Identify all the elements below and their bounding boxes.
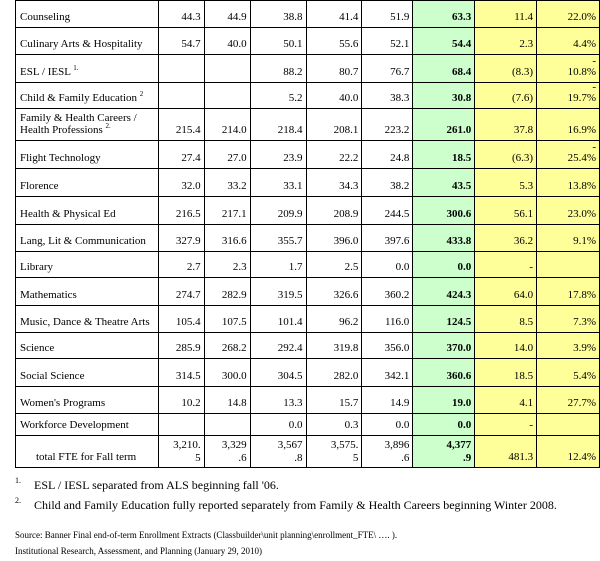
fte-value-cell [204,83,250,109]
fte-value-cell: 34.3 [306,169,362,197]
table-row [16,169,600,197]
current-fte-cell: 433.8 [413,225,475,252]
footnote-1 [15,478,279,493]
total-value-part: 3,567 [277,439,303,451]
table-row [16,109,600,141]
fte-table [15,0,600,468]
fte-value-cell: 2.7 [158,252,204,278]
department-name [16,1,159,28]
change-cell: 8.5 [475,306,537,333]
fte-value-cell: 319.5 [250,278,306,306]
total-value-part: .6 [401,452,410,464]
current-fte-cell: 30.8 [413,83,475,109]
fte-value-cell: 38.2 [362,169,413,197]
fte-value-cell: 285.9 [158,333,204,359]
change-cell: 5.3 [475,169,537,197]
total-value-part: .8 [294,452,303,464]
percent-text: 17.8% [567,289,596,301]
fte-value-cell: 40.0 [306,83,362,109]
percent-change-cell [537,109,600,141]
department-name [16,169,159,197]
total-value-cell [250,436,306,468]
footnote-2 [15,498,557,513]
fte-value-cell: 33.2 [204,169,250,197]
total-value-part: 3,329 [221,439,247,451]
negative-dash: - [592,82,596,93]
fte-value-cell: 314.5 [158,359,204,387]
fte-value-cell: 101.4 [250,306,306,333]
department-name [16,359,159,387]
fte-value-cell: 88.2 [250,55,306,83]
current-fte-cell: 300.6 [413,197,475,225]
department-name-text: Culinary Arts & Hospitality [20,38,143,50]
change-cell: 14.0 [475,333,537,359]
percent-change-cell [537,333,600,359]
fte-value-cell: 215.4 [158,109,204,141]
current-fte-cell: 360.6 [413,359,475,387]
fte-value-cell: 5.2 [250,83,306,109]
fte-value-cell: 41.4 [306,1,362,28]
total-value-part: 5 [352,452,359,464]
fte-value-cell: 316.6 [204,225,250,252]
footnote-text: ESL / IESL separated from ALS beginning fall '06. [34,478,279,492]
fte-value-cell: 33.1 [250,169,306,197]
percent-text: 4.4% [573,38,596,50]
change-cell: (8.3) [475,55,537,83]
change-cell: (6.3) [475,141,537,169]
fte-value-cell: 0.0 [250,414,306,436]
change-cell: - [475,252,537,278]
fte-value-cell: 40.0 [204,28,250,55]
fte-value-cell [158,55,204,83]
percent-change-cell [537,141,600,169]
change-cell: 37.8 [475,109,537,141]
fte-value-cell: 38.3 [362,83,413,109]
fte-value-cell: 14.9 [362,387,413,414]
fte-value-cell: 51.9 [362,1,413,28]
total-value-part: 3,896 [384,439,410,451]
negative-dash: - [592,141,596,153]
fte-value-cell: 27.4 [158,141,204,169]
current-fte-cell: 43.5 [413,169,475,197]
total-percent-cell: 12.4% [537,436,600,468]
fte-value-cell: 38.8 [250,1,306,28]
fte-value-cell [158,414,204,436]
fte-value-cell [204,55,250,83]
percent-text: 27.7% [567,397,596,409]
department-name [16,55,159,83]
fte-value-cell: 356.0 [362,333,413,359]
change-cell: 36.2 [475,225,537,252]
department-name [16,225,159,252]
fte-value-cell: 0.0 [362,414,413,436]
percent-change-cell [537,252,600,278]
fte-value-cell: 14.8 [204,387,250,414]
fte-value-cell: 13.3 [250,387,306,414]
fte-value-cell: 327.9 [158,225,204,252]
fte-value-cell: 105.4 [158,306,204,333]
current-fte-cell: 63.3 [413,1,475,28]
percent-text: 19.7% [567,92,596,104]
percent-change-cell [537,306,600,333]
table-row [16,306,600,333]
percent-change-cell [537,278,600,306]
fte-value-cell: 304.5 [250,359,306,387]
current-fte-cell: 124.5 [413,306,475,333]
fte-value-cell [158,83,204,109]
department-name-text: Workforce Development [20,419,129,431]
change-cell: 64.0 [475,278,537,306]
percent-change-cell [537,28,600,55]
current-fte-cell: 424.3 [413,278,475,306]
table-body [16,1,600,468]
department-name-line [20,124,155,136]
fte-value-cell: 319.8 [306,333,362,359]
percent-change-cell [537,387,600,414]
total-value-part: 5 [195,452,201,464]
fte-value-cell: 107.5 [204,306,250,333]
department-name-text: Health Professions [20,124,103,136]
fte-value-cell: 27.0 [204,141,250,169]
footnote-text: Child and Family Education fully reported separately from Family & Health Careers beginning Winter 2008. [34,498,557,512]
percent-text: 16.9% [567,124,596,136]
change-cell: - [475,414,537,436]
table-row [16,359,600,387]
department-name-text: Lang, Lit & Communication [20,235,146,247]
total-change-cell: 481.3 [475,436,537,468]
percent-text: 22.0% [567,11,596,23]
total-fte-part: .9 [462,452,472,464]
fte-value-cell: 396.0 [306,225,362,252]
department-name-text: Library [20,261,53,273]
table-row [16,1,600,28]
fte-value-cell: 22.2 [306,141,362,169]
change-cell: 56.1 [475,197,537,225]
change-cell: (7.6) [475,83,537,109]
total-value-cell [306,436,362,468]
department-name [16,141,159,169]
total-label: total FTE for Fall term [16,436,159,468]
fte-value-cell: 50.1 [250,28,306,55]
fte-value-cell: 268.2 [204,333,250,359]
department-name-text: Health & Physical Ed [20,208,116,220]
current-fte-cell: 54.4 [413,28,475,55]
fte-value-cell: 223.2 [362,109,413,141]
total-fte-part: 4,377 [446,439,472,451]
department-name-text: Flight Technology [20,152,101,164]
fte-value-cell: 216.5 [158,197,204,225]
fte-value-cell: 274.7 [158,278,204,306]
department-name [16,28,159,55]
percent-change-cell [537,1,600,28]
fte-value-cell [204,414,250,436]
footnote-ref: 2 [139,90,144,98]
department-name-text: Florence [20,180,59,192]
percent-text: 5.4% [573,370,596,382]
percent-text: 10.8% [567,66,596,78]
table-row [16,387,600,414]
percent-text: 25.4% [567,152,596,164]
total-value-part: .6 [238,452,247,464]
credit-note: Institutional Research, Assessment, and Planning (January 29, 2010) [15,546,262,556]
total-value-part: 3,210. [173,439,201,451]
table-row [16,252,600,278]
fte-value-cell: 282.9 [204,278,250,306]
table-row [16,55,600,83]
change-cell: 4.1 [475,387,537,414]
table-row [16,28,600,55]
department-name-text: Mathematics [20,289,77,301]
fte-value-cell: 2.3 [204,252,250,278]
percent-text: 23.0% [567,208,596,220]
fte-value-cell: 217.1 [204,197,250,225]
fte-value-cell: 10.2 [158,387,204,414]
fte-value-cell: 44.9 [204,1,250,28]
percent-change-cell [537,55,600,83]
percent-change-cell [537,197,600,225]
department-name [16,197,159,225]
percent-change-cell [537,359,600,387]
department-name-text: Science [20,342,55,354]
table-row [16,225,600,252]
department-name-line: Family & Health Careers / [20,112,137,124]
table-row [16,278,600,306]
fte-value-cell: 218.4 [250,109,306,141]
total-value-cell [158,436,204,468]
department-name-text: Women's Programs [20,397,106,409]
table-row [16,141,600,169]
total-fte-cell [413,436,475,468]
fte-value-cell: 244.5 [362,197,413,225]
fte-value-cell: 208.9 [306,197,362,225]
percent-text: 13.8% [567,180,596,192]
department-name-text: Music, Dance & Theatre Arts [20,316,150,328]
table-row [16,197,600,225]
fte-value-cell: 55.6 [306,28,362,55]
percent-text: 7.3% [573,316,596,328]
footnote-mark: 1. [15,476,21,485]
table-row [16,83,600,109]
fte-value-cell: 80.7 [306,55,362,83]
fte-value-cell: 52.1 [362,28,413,55]
percent-change-cell [537,83,600,109]
department-name [16,109,159,141]
department-name-text: ESL / IESL [20,66,71,78]
fte-value-cell: 96.2 [306,306,362,333]
fte-value-cell: 15.7 [306,387,362,414]
footnote-ref: 2. [105,122,111,130]
fte-value-cell: 300.0 [204,359,250,387]
total-value-part: 3,575. [330,439,359,451]
department-name [16,387,159,414]
fte-value-cell: 355.7 [250,225,306,252]
fte-value-cell: 1.7 [250,252,306,278]
percent-change-cell [537,169,600,197]
fte-value-cell: 326.6 [306,278,362,306]
fte-value-cell: 44.3 [158,1,204,28]
change-cell: 11.4 [475,1,537,28]
percent-change-cell [537,414,600,436]
fte-value-cell: 292.4 [250,333,306,359]
fte-value-cell: 397.6 [362,225,413,252]
fte-value-cell: 23.9 [250,141,306,169]
fte-value-cell: 0.0 [362,252,413,278]
department-name [16,306,159,333]
current-fte-cell: 68.4 [413,55,475,83]
fte-value-cell: 54.7 [158,28,204,55]
footnote-ref: 1. [73,64,79,72]
fte-value-cell: 24.8 [362,141,413,169]
fte-value-cell: 214.0 [204,109,250,141]
footnote-mark: 2. [15,496,21,505]
total-row [16,436,600,468]
percent-text: 3.9% [573,342,596,354]
department-name [16,278,159,306]
fte-value-cell: 342.1 [362,359,413,387]
change-cell: 2.3 [475,28,537,55]
total-value-cell [362,436,413,468]
department-name-text: Social Science [20,370,85,382]
change-cell: 18.5 [475,359,537,387]
fte-value-cell: 208.1 [306,109,362,141]
total-value-cell [204,436,250,468]
source-note: Source: Banner Final end-of-term Enrollment Extracts (Classbuilder\unit planning\enrollment_FTE\ …. ). [15,530,398,540]
fte-value-cell: 360.2 [362,278,413,306]
table-row [16,414,600,436]
fte-value-cell: 209.9 [250,197,306,225]
fte-value-cell: 282.0 [306,359,362,387]
current-fte-cell: 261.0 [413,109,475,141]
table-row [16,333,600,359]
current-fte-cell: 0.0 [413,252,475,278]
current-fte-cell: 0.0 [413,414,475,436]
department-name [16,252,159,278]
percent-text: 9.1% [573,235,596,247]
department-name-text: Counseling [20,11,71,23]
fte-value-cell: 2.5 [306,252,362,278]
department-name [16,333,159,359]
negative-dash: - [592,55,596,67]
department-name [16,83,159,109]
fte-value-cell: 32.0 [158,169,204,197]
department-name-text: Child & Family Education [20,92,138,104]
fte-value-cell: 116.0 [362,306,413,333]
department-name [16,414,159,436]
fte-value-cell: 76.7 [362,55,413,83]
current-fte-cell: 19.0 [413,387,475,414]
percent-change-cell [537,225,600,252]
current-fte-cell: 18.5 [413,141,475,169]
current-fte-cell: 370.0 [413,333,475,359]
fte-value-cell: 0.3 [306,414,362,436]
